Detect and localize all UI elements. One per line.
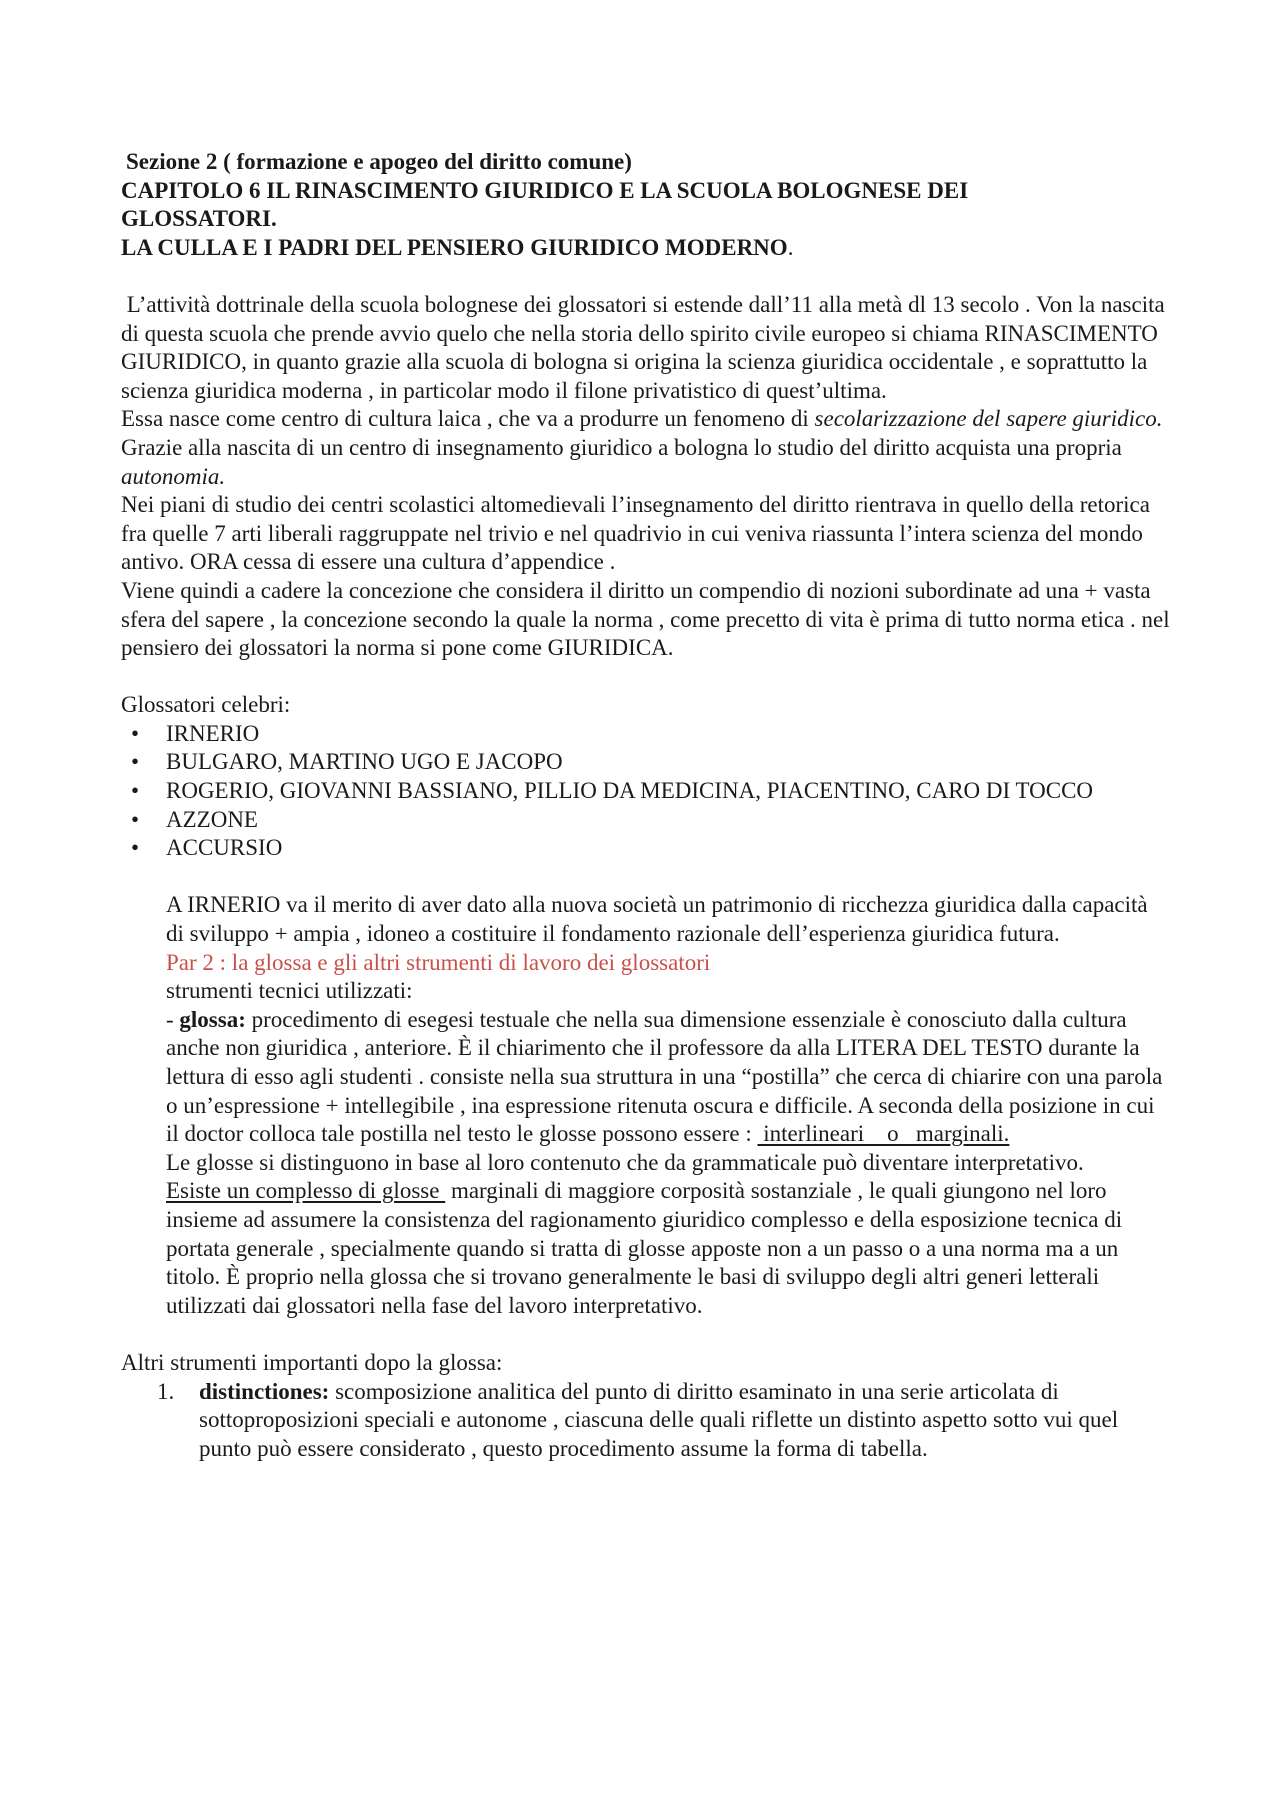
glossa-term: glossa:	[179, 1006, 246, 1032]
glossatori-list	[121, 720, 1170, 863]
indented-block	[121, 891, 1170, 1320]
list-item-number: 1.	[157, 1378, 175, 1404]
complesso-paragraph: Esiste un complesso di glosse marginali di maggiore corposità sostanziale , le quali giungono nel loro insieme ad assumere la consistenza del ragionamento giuridico complesso e della esposizione tecnica di portata generale , specialmente quando si tratta di glosse apposte non a un passo o a una norma ma a un titolo. È proprio nella glossa che si trovano generalmente le basi di sviluppo degli altri generi letterali utilizzati dai glossatori nella fase del lavoro interpretativo.	[166, 1178, 1123, 1318]
irnerio-paragraph: A IRNERIO va il merito di aver dato alla nuova società un patrimonio di ricchezza giuridica dalla capacità di sviluppo + ampia , idoneo a costituire il fondamento razionale dell’esperienza giuridica futura.	[166, 892, 1148, 947]
glossatori-label: Glossatori celebri:	[121, 692, 291, 718]
distinctiones-term: distinctiones:	[199, 1378, 330, 1404]
intro-paragraph-1: L’attività dottrinale della scuola bolognese dei glossatori si estende dall’11 alla metà dl 13 secolo . Von la nascita di questa scuola che prende avvio quelo che nella storia dello spirito civile europeo si chiama RINASCIMENTO GIURIDICO, in quanto grazie alla scuola di bologna si origina la scienza giuridica occidentale , e soprattutto la scienza giuridica moderna , in particolar modo il filone privatistico di quest’ultima.	[121, 291, 1171, 403]
section-title: Sezione 2 ( formazione e apogeo del diritto comune)	[126, 149, 632, 174]
list-item: • AZZONE	[121, 806, 1170, 835]
intro-paragraph-4: Viene quindi a cadere la concezione che considera il diritto un compendio di nozioni subordinate ad una + vasta sfera del sapere , la concezione secondo la quale la norma , come precetto di vita è prima di tutto norma etica . nel pensiero dei glossatori la norma si pone come GIURIDICA.	[121, 577, 1170, 661]
list-item: • ACCURSIO	[121, 834, 1170, 863]
complesso-underlined: Esiste un complesso di glosse	[166, 1178, 446, 1204]
list-item: • BULGARO, MARTINO UGO E JACOPO	[121, 748, 1170, 777]
autonomia-emphasis: autonomia.	[121, 463, 226, 489]
chapter-title-line-2: GLOSSATORI.	[121, 206, 277, 232]
glossa-types-underlined: interlineari o marginali.	[757, 1121, 1010, 1147]
chapter-title-line-1: CAPITOLO 6 IL RINASCIMENTO GIURIDICO E LA SCUOLA BOLOGNESE DEI	[121, 177, 969, 203]
list-item: 1. distinctiones: scomposizione analitica del punto di diritto esaminato in una serie articolata di sottoproposizioni speciali e autonome , ciascuna delle quali riflette un distinto aspetto sotto vui quel punto può essere considerato , questo procedimento assume la forma di tabella.	[157, 1378, 1119, 1461]
list-item: • IRNERIO	[121, 720, 1170, 749]
intro-paragraph-3: Nei piani di studio dei centri scolastici altomedievali l’insegnamento del diritto rientrava in quello della retorica fra quelle 7 arti liberali raggruppate nel trivio e nel quadrivio in cui veniva riassunta l’intera scienza del mondo antivo. ORA cessa di essere una cultura d’appendice .	[121, 492, 1150, 575]
strumenti-label: strumenti tecnici utilizzati:	[166, 978, 413, 1004]
altri-strumenti-label: Altri strumenti importanti dopo la glossa:	[121, 1349, 503, 1375]
glosse-distinzione-paragraph: Le glosse si distinguono in base al loro contenuto che da grammaticale può diventare interpretativo.	[166, 1149, 1084, 1175]
chapter-subtitle: LA CULLA E I PADRI DEL PENSIERO GIURIDICO MODERNO.	[121, 234, 794, 260]
list-item: • ROGERIO, GIOVANNI BASSIANO, PILLIO DA MEDICINA, PIACENTINO, CARO DI TOCCO	[121, 777, 1170, 806]
secolarizzazione-emphasis: secolarizzazione del sapere giuridico.	[814, 406, 1163, 432]
par2-heading: Par 2 : la glossa e gli altri strumenti di lavoro dei glossatori	[166, 949, 711, 975]
intro-paragraph-2: Essa nasce come centro di cultura laica , che va a produrre un fenomeno di secolarizzazione del sapere giuridico. Grazie alla nascita di un centro di insegnamento giuridico a bologna lo studio del diritto acquista una propria autonomia.	[121, 406, 1169, 489]
chapter-title	[121, 177, 1170, 263]
glossa-paragraph: - glossa: procedimento di esegesi testuale che nella sua dimensione essenziale è conosciuto dalla cultura anche non giuridica , anteriore. È il chiarimento che il professore da alla LITERA DEL TESTO durante la lettura di esso agli studenti . consiste nella sua struttura in una “postilla” che cerca di chiarire con una parola o un’espressione + intellegibile , ina espressione ritenuta oscura e difficile. A seconda della posizione in cui il doctor colloca tale postilla nel testo le glosse possono essere : interlineari o marginali.	[166, 1006, 1163, 1147]
altri-strumenti-list	[121, 1378, 1170, 1464]
